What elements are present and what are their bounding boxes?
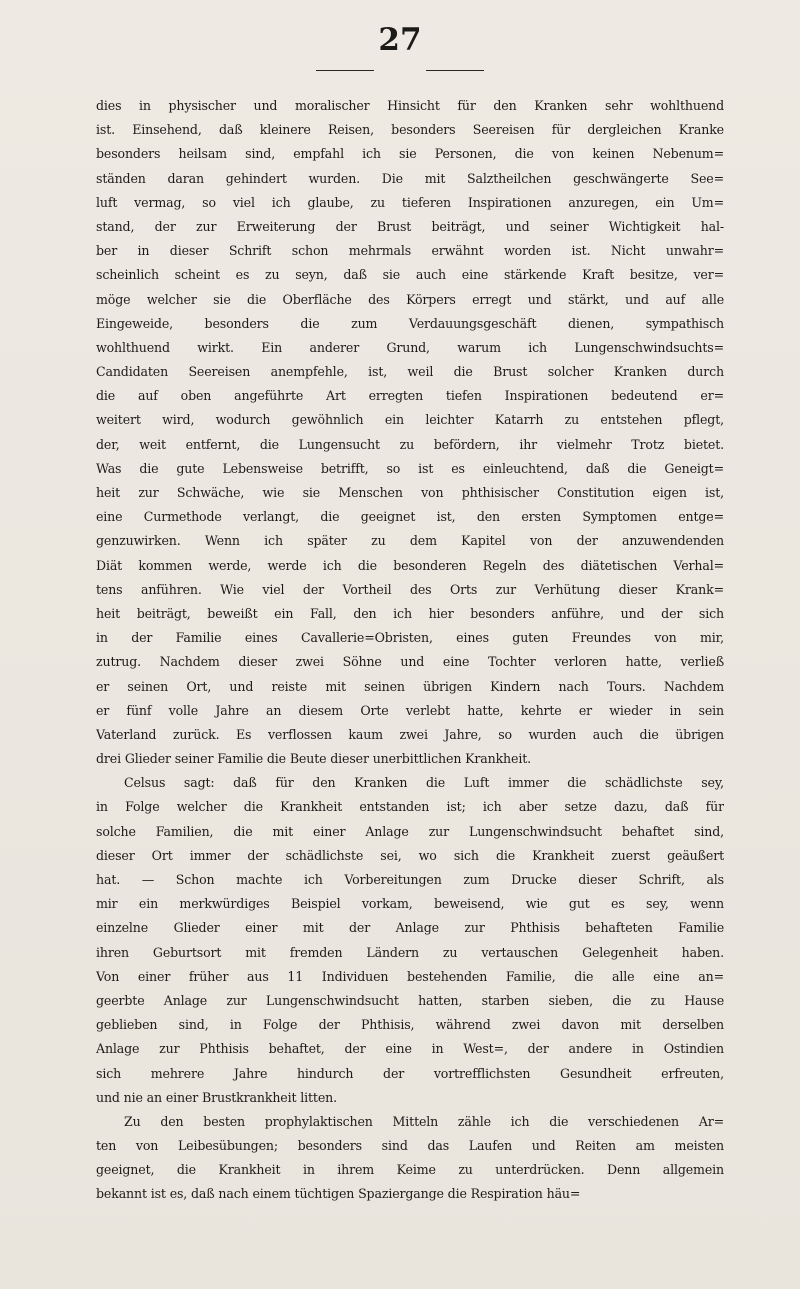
text-line: heit beiträgt, beweißt ein Fall, den ich hier besonders anführe, und der sich [96, 605, 724, 621]
header-rule-right [426, 70, 484, 71]
text-line: Candidaten Seereisen anempfehle, ist, weil die Brust solcher Kranken durch [96, 364, 724, 380]
text-line: Vaterland zurück. Es verflossen kaum zwei Jahre, so wurden auch die übrigen [96, 726, 724, 742]
text-line: Was die gute Lebensweise betrifft, so ist es einleuchtend, daß die Geneigt= [96, 460, 724, 476]
text-line: besonders heilsam sind, empfahl ich sie Personen, die von keinen Nebenum= [96, 146, 724, 162]
text-line: die auf oben angeführte Art erregten tiefen Inspirationen bedeutend er= [96, 388, 724, 404]
text-line: ten von Leibesübungen; besonders sind das Laufen und Reiten am meisten [96, 1138, 724, 1154]
text-line: und nie an einer Brustkrankheit litten. [96, 1089, 337, 1105]
text-line: Von einer früher aus 11 Individuen bestehenden Familie, die alle eine an= [96, 968, 724, 984]
text-line: ständen daran gehindert wurden. Die mit Salztheilchen geschwängerte See= [96, 170, 724, 186]
text-line: solche Familien, die mit einer Anlage zur Lungenschwindsucht behaftet sind, [96, 823, 724, 839]
text-line: dies in physischer und moralischer Hinsicht für den Kranken sehr wohlthuend [96, 98, 724, 113]
text-line: geerbte Anlage zur Lungenschwindsucht hatten, starben sieben, die zu Hause [96, 992, 724, 1008]
text-line: dieser Ort immer der schädlichste sei, wo sich die Krankheit zuerst geäußert [96, 847, 724, 863]
text-line: Celsus sagt: daß für den Kranken die Luft immer die schädlichste sey, [124, 775, 724, 791]
text-line: eine Curmethode verlangt, die geeignet ist, den ersten Symptomen entge= [96, 509, 724, 525]
text-line: Zu den besten prophylaktischen Mitteln zähle ich die verschiedenen Ar= [124, 1113, 724, 1129]
text-line: der, weit entfernt, die Lungensucht zu befördern, ihr vielmehr Trotz bietet. [96, 436, 724, 452]
text-line: ber in dieser Schrift schon mehrmals erwähnt worden ist. Nicht unwahr= [96, 243, 724, 259]
text-line: ihren Geburtsort mit fremden Ländern zu vertauschen Gelegenheit haben. [96, 944, 724, 960]
body-text [96, 94, 724, 1207]
text-line: genzuwirken. Wenn ich später zu dem Kapitel von der anzuwendenden [96, 533, 724, 549]
text-line: ist. Einsehend, daß kleinere Reisen, besonders Seereisen für dergleichen Kranke [96, 122, 724, 138]
text-line: Diät kommen werde, werde ich die besonderen Regeln des diätetischen Verhal= [96, 557, 724, 573]
text-line: mir ein merkwürdiges Beispiel vorkam, beweisend, wie gut es sey, wenn [96, 896, 724, 912]
header-rule-left [316, 70, 374, 71]
text-line: geblieben sind, in Folge der Phthisis, während zwei davon mit derselben [96, 1017, 724, 1033]
text-line: luft vermag, so viel ich glaube, zu tieferen Inspirationen anzuregen, ein Um= [96, 194, 724, 210]
text-line: drei Glieder seiner Familie die Beute dieser unerbittlichen Krankheit. [96, 751, 531, 767]
text-line: bekannt ist es, daß nach einem tüchtigen Spaziergange die Respiration häu= [96, 1186, 581, 1202]
text-line: weitert wird, wodurch gewöhnlich ein leichter Katarrh zu entstehen pflegt, [96, 412, 724, 428]
page-number: 27 [378, 22, 422, 58]
text-line: wohlthuend wirkt. Ein anderer Grund, warum ich Lungenschwindsuchts= [96, 339, 724, 355]
text-line: er seinen Ort, und reiste mit seinen übrigen Kindern nach Tours. Nachdem [96, 678, 724, 694]
paragraph [96, 1110, 724, 1207]
text-line: möge welcher sie die Oberfläche des Körpers erregt und stärkt, und auf alle [96, 291, 724, 307]
text-line: er fünf volle Jahre an diesem Orte verlebt hatte, kehrte er wieder in sein [96, 702, 724, 718]
text-line: Anlage zur Phthisis behaftet, der eine in West=, der andere in Ostindien [96, 1041, 724, 1057]
text-line: in der Familie eines Cavallerie=Obristen, eines guten Freundes von mir, [96, 630, 724, 646]
text-line: scheinlich scheint es zu seyn, daß sie auch eine stärkende Kraft besitze, ver= [96, 267, 724, 283]
text-line: Eingeweide, besonders die zum Verdauungsgeschäft dienen, sympathisch [96, 315, 724, 331]
text-line: in Folge welcher die Krankheit entstanden ist; ich aber setze dazu, daß für [96, 799, 724, 815]
paragraph [96, 771, 724, 1110]
text-line: stand, der zur Erweiterung der Brust beiträgt, und seiner Wichtigkeit hal- [96, 218, 724, 234]
text-line: geeignet, die Krankheit in ihrem Keime zu unterdrücken. Denn allgemein [96, 1162, 724, 1178]
text-line: einzelne Glieder einer mit der Anlage zur Phthisis behafteten Familie [96, 920, 724, 936]
page-header [0, 22, 800, 62]
text-line: sich mehrere Jahre hindurch der vortrefflichsten Gesundheit erfreuten, [96, 1065, 724, 1081]
text-line: hat. — Schon machte ich Vorbereitungen zum Drucke dieser Schrift, als [96, 872, 724, 887]
paragraph [96, 94, 724, 771]
text-line: zutrug. Nachdem dieser zwei Söhne und eine Tochter verloren hatte, verließ [96, 654, 724, 670]
text-line: heit zur Schwäche, wie sie Menschen von phthisischer Constitution eigen ist, [96, 485, 724, 500]
text-line: tens anführen. Wie viel der Vortheil des Orts zur Verhütung dieser Krank= [96, 581, 724, 597]
